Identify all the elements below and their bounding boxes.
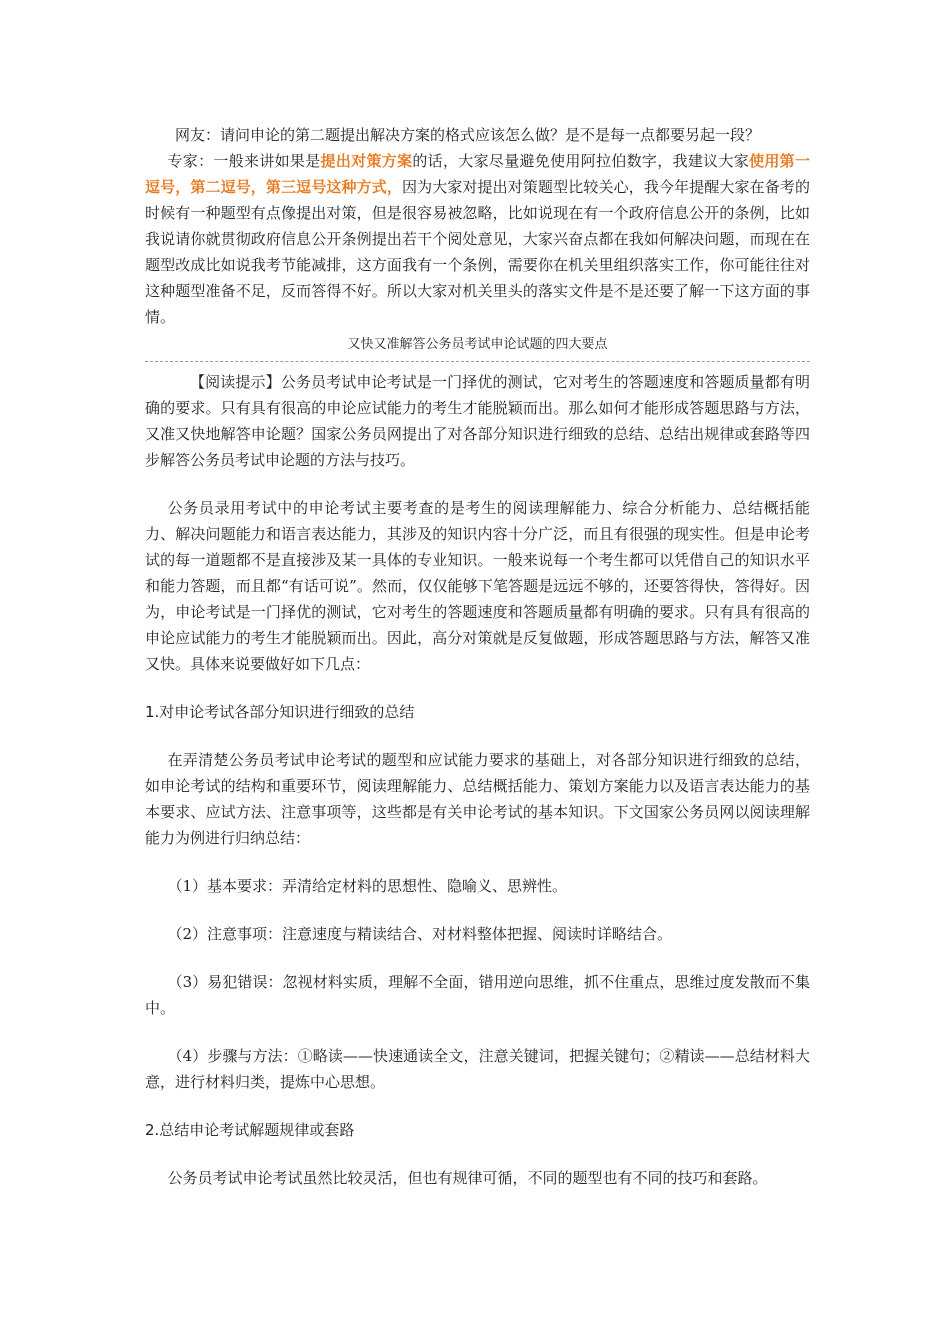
answer-text-pre: 专家：一般来讲如果是 <box>167 152 321 170</box>
question-paragraph: 网友：请问申论的第二题提出解决方案的格式应该怎么做？是不是每一点都要另起一段？ <box>175 126 761 144</box>
spacer <box>145 1143 810 1165</box>
answer-paragraph <box>145 148 810 330</box>
list-item: （3）易犯错误：忽视材料实质，理解不全面，错用逆向思维，抓不住重点，思维过度发散而不集中。 <box>145 973 810 1017</box>
answer-highlight-1: 提出对策方案 <box>320 152 413 170</box>
answer-text-post: 因为大家对提出对策题型比较关心，我今年提醒大家在备考的时候有一种题型有点像提出对策，但是很容易被忽略，比如说现在有一个政府信息公开的条例，比如我说请你就贯彻政府信息公开条例提出若干个阅处意见，大家兴奋点都在我如何解决问题，而现在在题型改成比如说我考节能减排，这方面我有一个条例，需要你在机关里组织落实工作，你可能往往对这种题型准备不足，反而答得不好。所以大家对机关里头的落实文件是不是还要了解一下这方面的事情。 <box>145 178 810 326</box>
spacer <box>145 473 810 495</box>
reading-tip-paragraph: 【阅读提示】公务员考试申论考试是一门择优的测试，它对考生的答题速度和答题质量都有明确的要求。只有具有很高的申论应试能力的考生才能脱颖而出。那么如何才能形成答题思路与方法，又准又快地解答申论题？国家公务员网提出了对各部分知识进行细致的总结、总结出规律或套路等四步解答公务员考试申论题的方法与技巧。 <box>145 373 810 469</box>
section-heading-2: 2.总结申论考试解题规律或套路 <box>145 1121 355 1139</box>
spacer <box>145 1095 810 1117</box>
dashed-divider <box>145 361 810 362</box>
section-heading-1: 1.对申论考试各部分知识进行细致的总结 <box>145 703 415 721</box>
section-2-paragraph: 公务员考试申论考试虽然比较灵活，但也有规律可循，不同的题型也有不同的技巧和套路。 <box>167 1169 768 1187</box>
article-title: 又快又准解答公务员考试申论试题的四大要点 <box>347 337 608 352</box>
list-item: （2）注意事项：注意速度与精读结合、对材料整体把握、阅读时详略结合。 <box>167 925 673 943</box>
answer-text-mid: 的话，大家尽量避免使用阿拉伯数字，我建议大家 <box>412 152 750 170</box>
spacer <box>145 899 810 921</box>
list-item: （4）步骤与方法：①略读——快速通读全文，注意关键词，把握关键句；②精读——总结材料大意，进行材料归类，提炼中心思想。 <box>145 1047 810 1091</box>
answer-highlight-2: 使用第一逗号，第二逗号，第三逗号这种方式， <box>145 152 810 196</box>
section-1-paragraph: 在弄清楚公务员考试申论考试的题型和应试能力要求的基础上，对各部分知识进行细致的总结，如申论考试的结构和重要环节，阅读理解能力、总结概括能力、策划方案能力以及语言表达能力的基本要求、应试方法、注意事项等，这些都是有关申论考试的基本知识。下文国家公务员网以阅读理解能力为例进行归纳总结： <box>145 751 810 847</box>
spacer <box>145 1021 810 1043</box>
list-item: （1）基本要求：弄清给定材料的思想性、隐喻义、思辨性。 <box>167 877 568 895</box>
spacer <box>145 947 810 969</box>
spacer <box>145 851 810 873</box>
intro-paragraph: 公务员录用考试中的申论考试主要考查的是考生的阅读理解能力、综合分析能力、总结概括能力、解决问题能力和语言表达能力，其涉及的知识内容十分广泛，而且有很强的现实性。但是申论考试的每一道题都不是直接涉及某一具体的专业知识。一般来说每一个考生都可以凭借自己的知识水平和能力答题，而且都“有话可说”。然而，仅仅能够下笔答题是远远不够的，还要答得快，答得好。因为，申论考试是一门择优的测试，它对考生的答题速度和答题质量都有明确的要求。只有具有很高的申论应试能力的考生才能脱颖而出。因此，高分对策就是反复做题，形成答题思路与方法，解答又准又快。具体来说要做好如下几点： <box>145 499 810 673</box>
spacer <box>145 725 810 747</box>
spacer <box>145 677 810 699</box>
document-page <box>145 122 810 1191</box>
